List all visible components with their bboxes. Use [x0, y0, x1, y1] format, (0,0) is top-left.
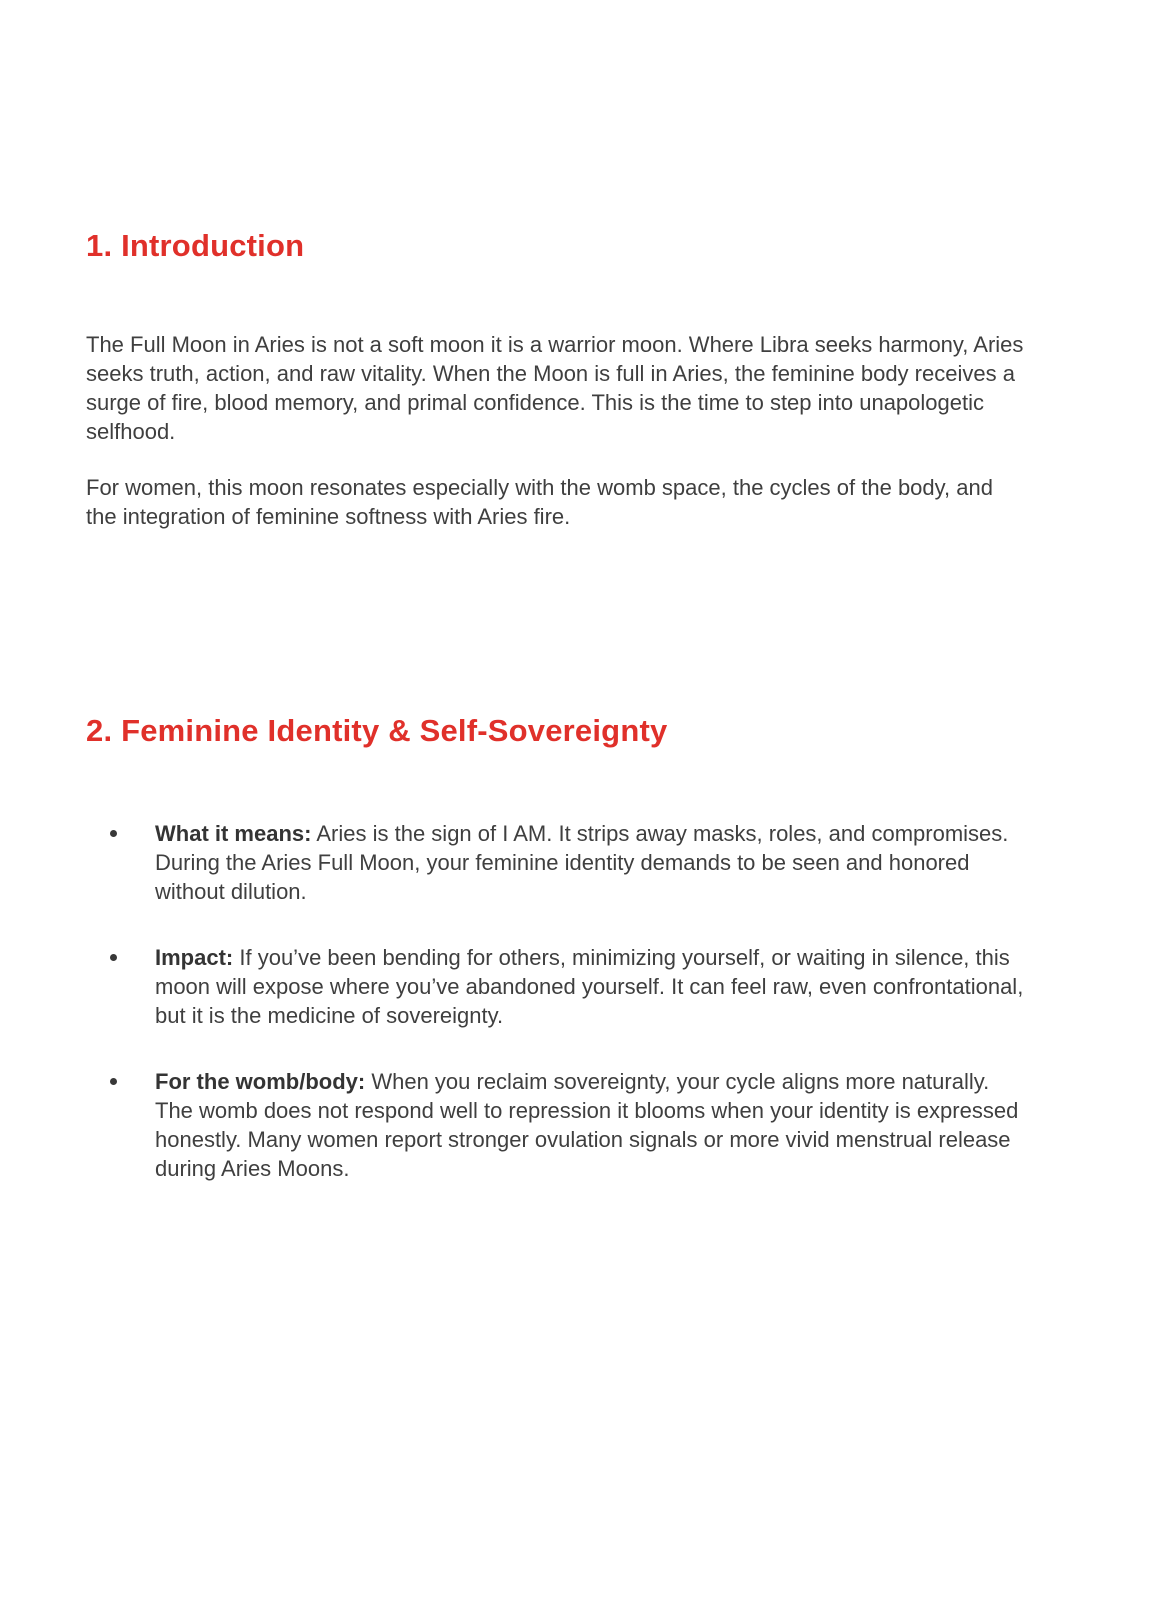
list-item-what-it-means: [86, 819, 1026, 906]
bullet-text: Aries is the sign of I AM. It strips away masks, roles, and compromises. During the Aries Full Moon, your feminine identity demands to be seen and honored without dilution.: [155, 821, 1009, 904]
bullet-lead: What it means:: [155, 821, 312, 846]
section-introduction: [86, 227, 1068, 531]
list-item-womb-body: [86, 1067, 1026, 1183]
bullet-lead: Impact:: [155, 945, 234, 970]
bullet-lead: For the womb/body:: [155, 1069, 366, 1094]
bullet-icon: [110, 1078, 117, 1085]
bullet-list: [86, 819, 1026, 1183]
bullet-icon: [110, 954, 117, 961]
section-heading-feminine-identity: 2. Feminine Identity & Self-Sovereignty: [86, 713, 668, 748]
bullet-icon: [110, 830, 117, 837]
intro-paragraph-2: For women, this moon resonates especially with the womb space, the cycles of the body, and the integration of feminine softness with Aries fire.: [86, 475, 993, 529]
section-feminine-identity: [86, 712, 1068, 1183]
intro-paragraph-1: The Full Moon in Aries is not a soft moon it is a warrior moon. Where Libra seeks harmony, Aries seeks truth, action, and raw vitality. When the Moon is full in Aries, the feminine body receives a surge of fire, blood memory, and primal confidence. This is the time to step into unapologetic selfhood.: [86, 332, 1024, 444]
bullet-text: If you’ve been bending for others, minimizing yourself, or waiting in silence, this moon will expose where you’ve abandoned yourself. It can feel raw, even confrontational, but it is the medicine of sovereignty.: [155, 945, 1024, 1028]
section-heading-introduction: 1. Introduction: [86, 228, 305, 263]
bullet-text: When you reclaim sovereignty, your cycle aligns more naturally. The womb does not respond well to repression it blooms when your identity is expressed honestly. Many women report stronger ovulation signals or more vivid menstrual release during Aries Moons.: [155, 1069, 1019, 1181]
list-item-impact: [86, 943, 1026, 1030]
